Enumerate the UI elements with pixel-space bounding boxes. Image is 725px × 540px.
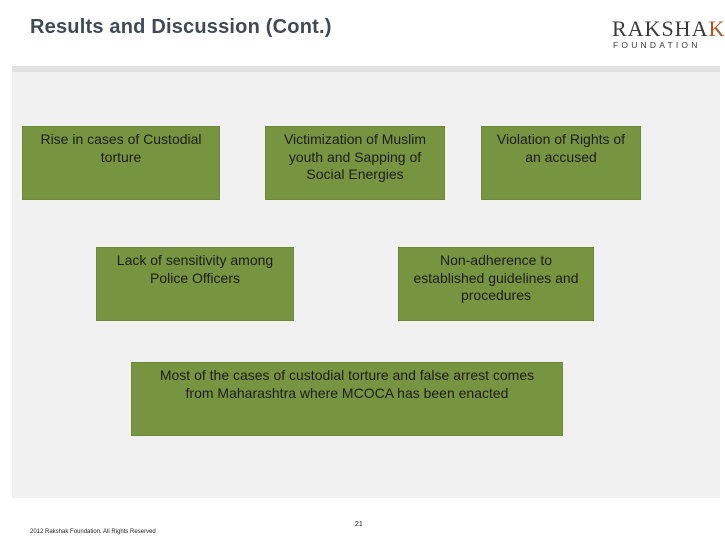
logo-wordmark-accent: K xyxy=(708,16,725,41)
box-custodial-torture: Rise in cases of Custodial torture xyxy=(22,126,220,200)
logo-subtitle: FOUNDATION xyxy=(613,40,701,50)
box-victimization: Victimization of Muslim youth and Sapping of Social Energies xyxy=(265,126,445,200)
logo-wordmark xyxy=(612,16,725,41)
box-rights-violation: Violation of Rights of an accused xyxy=(481,126,641,200)
box-non-adherence: Non-adherence to established guidelines and procedures xyxy=(398,247,594,321)
page-title: Results and Discussion (Cont.) xyxy=(30,16,332,38)
page-number: 21 xyxy=(355,521,363,528)
rakshak-logo xyxy=(612,16,725,50)
box-police-sensitivity: Lack of sensitivity among Police Officers xyxy=(96,247,294,321)
footer-copyright: 2012 Rakshak Foundation. All Rights Reserved xyxy=(30,529,156,535)
logo-wordmark-prefix: RAKSHA xyxy=(612,16,709,41)
box-mcoca: Most of the cases of custodial torture and false arrest comes from Maharashtra where MCOCA has been enacted xyxy=(131,362,563,436)
